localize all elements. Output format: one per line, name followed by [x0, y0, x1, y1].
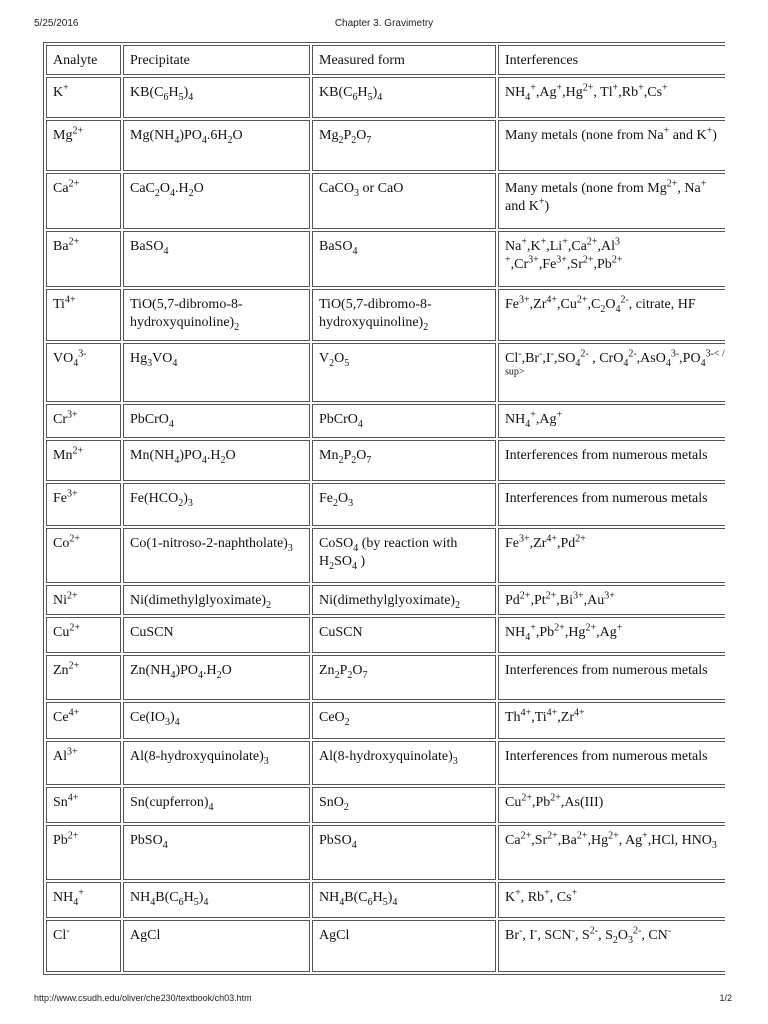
column-header-analyte: Analyte: [46, 45, 121, 75]
table-row: [46, 440, 725, 481]
cell-measured-form: SnO$_2$: [312, 787, 496, 823]
cell-precipitate: $NH_4B(C_6H_5)_4$: [123, 882, 310, 918]
cell-interferences: Br-, I-, SCN-, $S^{2-}$, $S_2O_3^{2-}$, CN-: [498, 920, 725, 972]
table-row: [46, 289, 725, 341]
cell-measured-form: $KB(C_6H_5)_4$: [312, 77, 496, 118]
column-header-interferences: Interferences: [498, 45, 725, 75]
cell-precipitate: PbCrO$_4$: [123, 404, 310, 438]
cell-interferences: $Fe^{3+},Zr^{4+},Cu^{2+},C_2O_4^{2-}$, citrate, HF: [498, 289, 725, 341]
table-row: [46, 920, 725, 972]
print-date: 5/25/2016: [34, 18, 79, 29]
cell-interferences: Many metals (none from Na+ and K+): [498, 120, 725, 171]
cell-analyte: $Ce^{4+}$: [46, 702, 121, 739]
cell-measured-form: PbSO$_4$: [312, 825, 496, 880]
cell-analyte: $NH_4^+$: [46, 882, 121, 918]
cell-precipitate: CuSCN: [123, 617, 310, 653]
table-row: [46, 77, 725, 118]
cell-analyte: $Mg^{2+}$: [46, 120, 121, 171]
cell-analyte: $Zn^{2+}$: [46, 655, 121, 700]
cell-analyte: $Pb^{2+}$: [46, 825, 121, 880]
cell-measured-form: $Mg_2P_2O_7$: [312, 120, 496, 171]
cell-precipitate: $Mg(NH_4)PO_4.6H_2O$: [123, 120, 310, 171]
cell-analyte: $Sn^{4+}$: [46, 787, 121, 823]
cell-analyte: $Ba^{2+}$: [46, 231, 121, 287]
cell-measured-form: $Zn_2P_2O_7$: [312, 655, 496, 700]
cell-measured-form: AgCl: [312, 920, 496, 972]
cell-measured-form: CuSCN: [312, 617, 496, 653]
cell-measured-form: $V_2O_5$: [312, 343, 496, 402]
table-row: [46, 404, 725, 438]
cell-interferences: $Na^+,K^+,Li^+,Ca^{2+},Al^{3 +},Cr^{3+},Fe^{3+},Sr^{2+},Pb^{2+}$: [498, 231, 725, 287]
cell-analyte: $Cu^{2+}$: [46, 617, 121, 653]
cell-precipitate: $Zn(NH_4)PO_4.H_2O$: [123, 655, 310, 700]
cell-measured-form: $NH_4B(C_6H_5)_4$: [312, 882, 496, 918]
cell-interferences: Many metals (none from $Mg^{2+}$, Na+ and K+): [498, 173, 725, 229]
cell-precipitate: $Sn(cupferron)_4$: [123, 787, 310, 823]
cell-interferences: $Th^{4+},Ti^{4+},Zr^{4+}$: [498, 702, 725, 739]
cell-precipitate: BaSO$_4$: [123, 231, 310, 287]
table-row: [46, 825, 725, 880]
cell-analyte: $Mn^{2+}$: [46, 440, 121, 481]
cell-analyte: Cl-: [46, 920, 121, 972]
table-header-row: [46, 45, 725, 75]
column-header-measured-form: Measured form: [312, 45, 496, 75]
cell-interferences: $NH_4^+,Ag^+,Hg^{2+}$, Tl+,Rb+,Cs+: [498, 77, 725, 118]
cell-precipitate: $CaC_2O_4.H_2O$: [123, 173, 310, 229]
table-row: [46, 702, 725, 739]
cell-analyte: $Ti^{4+}$: [46, 289, 121, 341]
cell-precipitate: $KB(C_6H_5)_4$: [123, 77, 310, 118]
table-row: [46, 483, 725, 526]
cell-precipitate: $Hg_3VO_4$: [123, 343, 310, 402]
cell-precipitate: $Fe(HCO_2)_3$: [123, 483, 310, 526]
table-row: [46, 343, 725, 402]
cell-measured-form: $Fe_2O_3$: [312, 483, 496, 526]
cell-measured-form: $Mn_2P_2O_7$: [312, 440, 496, 481]
cell-precipitate: $TiO(5,7-dibromo-8-hydroxyquinoline)_2$: [123, 289, 310, 341]
cell-analyte: K+: [46, 77, 121, 118]
cell-analyte: $Al^{3+}$: [46, 741, 121, 785]
cell-interferences: $Pd^{2+},Pt^{2+},Bi^{3+},Au^{3+}$: [498, 585, 725, 615]
cell-measured-form: $TiO(5,7-dibromo-8-hydroxyquinoline)_2$: [312, 289, 496, 341]
table-row: [46, 741, 725, 785]
cell-precipitate: $Mn(NH_4)PO_4.H_2O$: [123, 440, 310, 481]
table-row: [46, 231, 725, 287]
page-number: 1/2: [719, 993, 732, 1003]
cell-precipitate: PbSO$_4$: [123, 825, 310, 880]
page-title: Chapter 3. Gravimetry: [334, 18, 434, 29]
column-header-precipitate: Precipitate: [123, 45, 310, 75]
cell-interferences: $Cl^-,Br^-,I^-,SO_4^{2-}$ , $CrO_4^{2-},AsO_4^{3-},PO_4^{3-< / sup>}$: [498, 343, 725, 402]
footer-url: http://www.csudh.edu/oliver/che230/textbook/ch03.htm: [34, 993, 252, 1003]
cell-interferences: $NH_4^+,Ag^+$: [498, 404, 725, 438]
cell-measured-form: CoSO$_4$ (by reaction with $H_2SO_4$ ): [312, 528, 496, 583]
cell-interferences: K+, Rb+, Cs+: [498, 882, 725, 918]
cell-analyte: $VO_4^{3-}$: [46, 343, 121, 402]
cell-measured-form: BaSO$_4$: [312, 231, 496, 287]
table-row: [46, 585, 725, 615]
cell-precipitate: $Ce(IO_3)_4$: [123, 702, 310, 739]
gravimetry-table: [43, 42, 725, 975]
cell-precipitate: AgCl: [123, 920, 310, 972]
cell-analyte: $Ni^{2+}$: [46, 585, 121, 615]
cell-measured-form: CeO$_2$: [312, 702, 496, 739]
cell-interferences: Interferences from numerous metals: [498, 741, 725, 785]
cell-precipitate: $Ni(dimethylglyoximate)_2$: [123, 585, 310, 615]
cell-precipitate: $Co(1-nitroso-2-naphtholate)_3$: [123, 528, 310, 583]
cell-interferences: $NH_4^+,Pb^{2+},Hg^{2+},Ag^+$: [498, 617, 725, 653]
table-row: [46, 882, 725, 918]
cell-analyte: $Cr^{3+}$: [46, 404, 121, 438]
cell-measured-form: $Ni(dimethylglyoximate)_2$: [312, 585, 496, 615]
cell-measured-form: PbCrO$_4$: [312, 404, 496, 438]
cell-interferences: $Fe^{3+},Zr^{4+},Pd^{2+}$: [498, 528, 725, 583]
table-container: [43, 42, 725, 992]
table-row: [46, 655, 725, 700]
cell-measured-form: $Al(8-hydroxyquinolate)_3$: [312, 741, 496, 785]
table-row: [46, 120, 725, 171]
cell-analyte: $Fe^{3+}$: [46, 483, 121, 526]
table-row: [46, 617, 725, 653]
cell-interferences: $Ca^{2+},Sr^{2+},Ba^{2+},Hg^{2+}$, Ag+,HCl, $HNO_3$: [498, 825, 725, 880]
table-row: [46, 787, 725, 823]
cell-precipitate: $Al(8-hydroxyquinolate)_3$: [123, 741, 310, 785]
table-row: [46, 173, 725, 229]
cell-interferences: $Cu^{2+},Pb^{2+},As(III)$: [498, 787, 725, 823]
cell-interferences: Interferences from numerous metals: [498, 440, 725, 481]
cell-interferences: Interferences from numerous metals: [498, 483, 725, 526]
cell-analyte: $Co^{2+}$: [46, 528, 121, 583]
table-row: [46, 528, 725, 583]
cell-analyte: $Ca^{2+}$: [46, 173, 121, 229]
cell-measured-form: CaCO$_3$ or CaO: [312, 173, 496, 229]
cell-interferences: Interferences from numerous metals: [498, 655, 725, 700]
